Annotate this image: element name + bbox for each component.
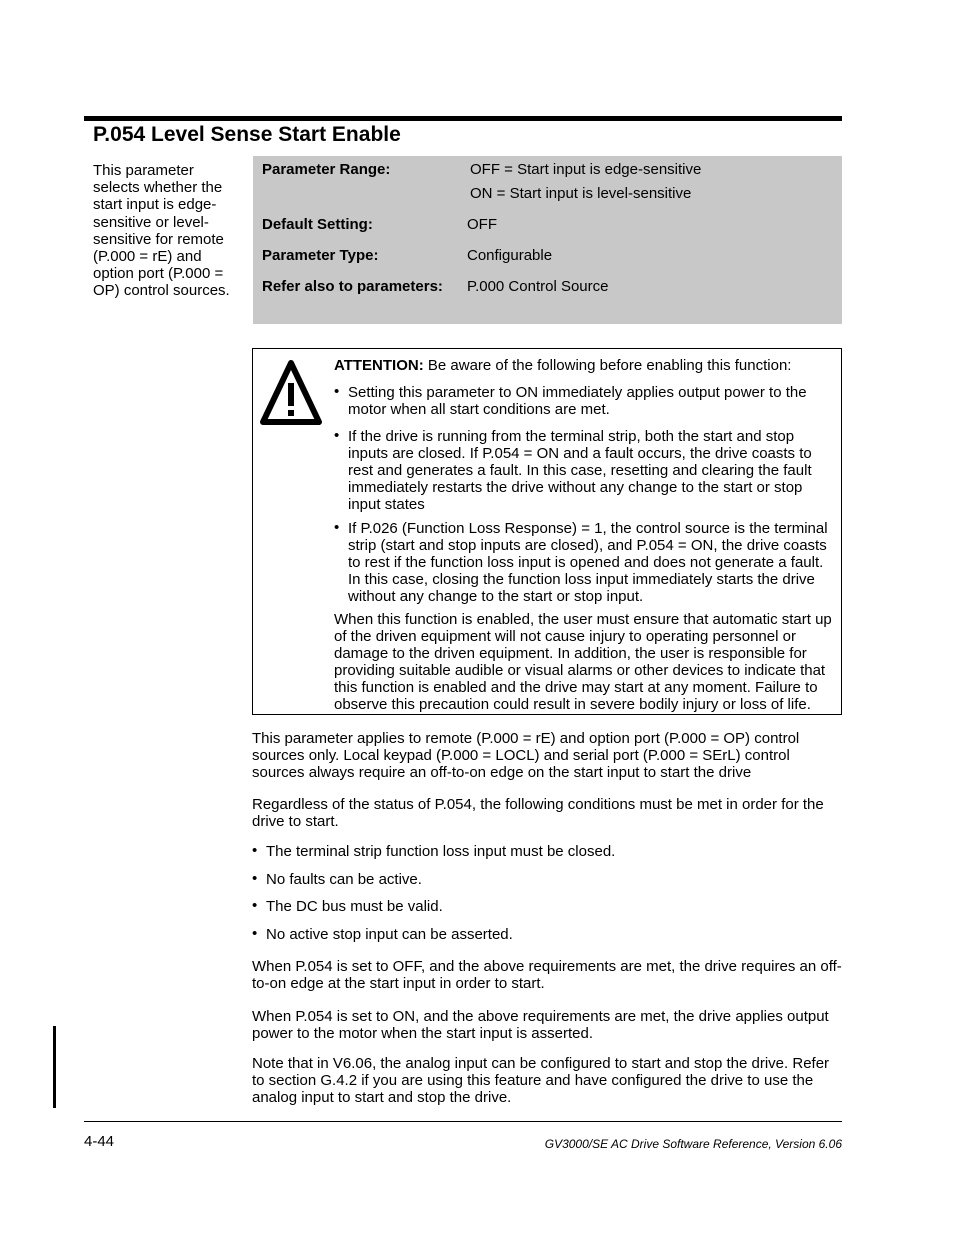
top-rule [84,116,842,121]
body-paragraph: This parameter applies to remote (P.000 = rE) and option port (P.000 = OP) control sources only. Local keypad (P.000 = LOCL) and serial port (P.000 = SErL) control sources always require an off-to-on edge on the start input to start the drive [252,730,800,781]
body-paragraph: Regardless of the status of P.054, the following conditions must be met in order for the drive to start. [252,796,824,830]
type-label: Parameter Type: [262,247,379,264]
attention-header [334,357,791,374]
warning-triangle-icon [258,357,324,427]
range-value-2: ON = Start input is level-sensitive [470,185,692,202]
type-value: Configurable [467,247,553,264]
attention-closing: When this function is enabled, the user must ensure that automatic start up of the driven equipment will not cause injury to operating personnel or damage to the driven equipment. In addition, the user is responsible for providing suitable audible or visual alarms or other devices to indicate that this function is enabled and the drive may start at any moment. Failure to observe this precaution could result in severe bodily injury or loss of life. [334,611,832,713]
footer-rule [84,1121,842,1122]
attention-box [252,348,842,715]
side-note: This parameter selects whether the start input is edge-sensitive or level-sensitive for remote (P.000 = rE) and option port (P.000 = OP) control sources. [93,162,230,300]
parameter-table [253,156,842,324]
body-paragraph: Note that in V6.06, the analog input can be configured to start and stop the drive. Refer to section G.4.2 if you are using this feature and have configured the drive to use the analog input to start and stop the drive. [252,1055,830,1106]
section-title: P.054 Level Sense Start Enable [93,123,401,146]
range-value-1: OFF = Start input is edge-sensitive [470,161,702,178]
attention-intro: Be aware of the following before enabling this function: [423,357,792,374]
footer-document-title: GV3000/SE AC Drive Software Reference, Version 6.06 [544,1137,842,1151]
refer-label: Refer also to parameters: [262,278,443,295]
body-paragraph: When P.054 is set to OFF, and the above requirements are met, the drive requires an off-to-on edge at the start input in order to start. [252,958,842,992]
page-number: 4-44 [84,1133,115,1150]
default-value: OFF [467,216,497,233]
attention-bullet: • If the drive is running from the terminal strip, both the start and stop inputs are closed. If P.054 = ON and a fault occurs, the drive coasts to rest and generates a fault. In this case, resetting and clearing the fault immediately restarts the drive without any change to the start or stop input states [348,428,838,513]
condition-item: • No faults can be active. [266,871,422,888]
attention-label: ATTENTION: [334,357,424,374]
attention-bullet: • Setting this parameter to ON immediately applies output power to the motor when all start conditions are met. [348,384,838,418]
body-paragraph: When P.054 is set to ON, and the above requirements are met, the drive applies output power to the motor when the start input is asserted. [252,1008,829,1042]
refer-value: P.000 Control Source [467,278,609,295]
condition-item: • No active stop input can be asserted. [266,926,513,943]
condition-item: • The DC bus must be valid. [266,898,443,915]
condition-item: • The terminal strip function loss input must be closed. [266,843,615,860]
default-label: Default Setting: [262,216,373,233]
attention-bullet: • If P.026 (Function Loss Response) = 1, the control source is the terminal strip (start and stop inputs are closed), and P.054 = ON, the drive coasts to rest if the function loss input is opened and does not generate a fault. In this case, closing the function loss input immediately starts the drive without any change to the start or stop input. [348,520,838,605]
range-label: Parameter Range: [262,161,391,178]
revision-bar [53,1026,56,1108]
